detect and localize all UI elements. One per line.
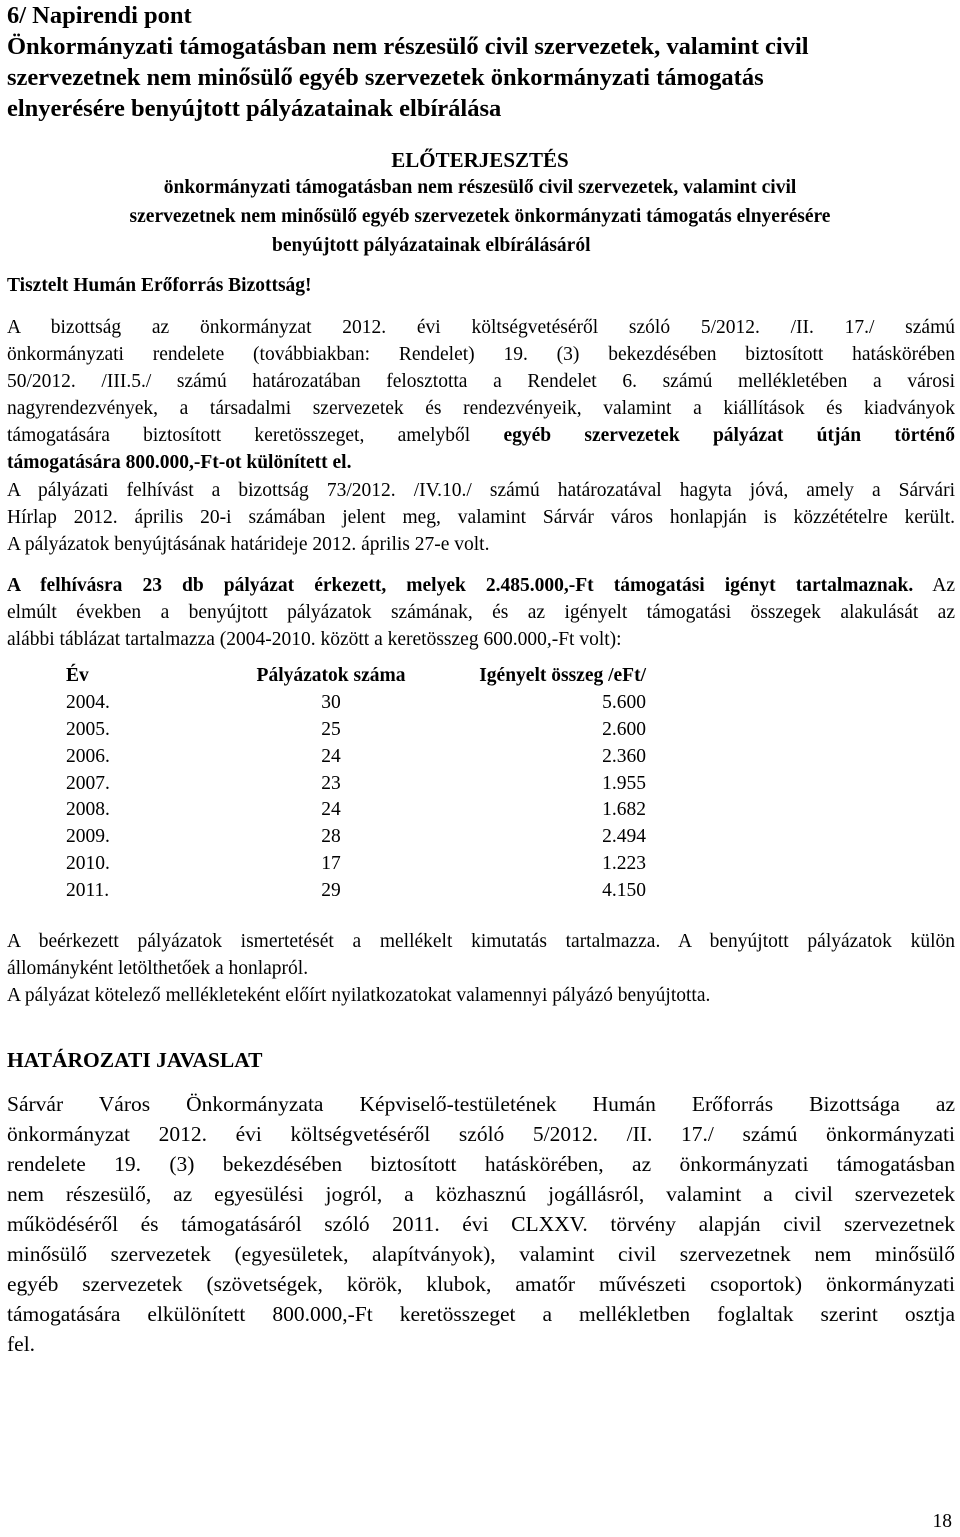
- paragraph-line: A pályázat kötelező mellékleteként előírt nyilatkozatokat valamennyi pályázó benyújtotta.: [7, 985, 711, 1006]
- table-cell-count: 23: [321, 772, 341, 794]
- proposal-title: ELŐTERJESZTÉS: [391, 148, 569, 172]
- table-header-count: Pályázatok száma: [256, 665, 406, 687]
- resolution-line: egyéb szervezetek (szövetségek, körök, klubok, amatőr művészeti csoportok) önkormányzati: [7, 1272, 955, 1296]
- table-row: [66, 851, 646, 878]
- table-cell-year: 2010.: [66, 852, 110, 874]
- table-header-year: Év: [66, 665, 89, 687]
- resolution-line: működéséről és támogatásáról szóló 2011. évi CLXXV. törvény alapján civil szervezetnek: [7, 1212, 955, 1236]
- table-cell-count: 29: [321, 879, 341, 901]
- paragraph-line: alábbi táblázat tartalmazza (2004-2010. között a keretösszeg 600.000,-Ft volt):: [7, 629, 622, 650]
- table-header-amount: Igényelt összeg /eFt/: [479, 665, 646, 687]
- table-cell-count: 24: [321, 799, 341, 821]
- proposal-subtitle-line: önkormányzati támogatásban nem részesülő civil szervezetek, valamint civil: [163, 177, 797, 198]
- table-row: [66, 717, 646, 744]
- paragraph-line: állományként letölthetőek a honlapról.: [7, 958, 309, 979]
- table-cell-year: 2006.: [66, 745, 110, 767]
- resolution-line: támogatására elkülönített 800.000,-Ft keretösszeget a mellékletben foglaltak szerint osztja: [7, 1302, 955, 1326]
- table-row: [66, 824, 646, 851]
- resolution-line: Sárvár Város Önkormányzata Képviselő-testületének Humán Erőforrás Bizottsága az: [7, 1092, 955, 1116]
- table-cell-amount: 1.682: [602, 799, 646, 821]
- table-cell-year: 2011.: [66, 879, 110, 901]
- table-cell-year: 2008.: [66, 799, 110, 821]
- table-header-row: [66, 663, 646, 690]
- paragraph-line: A pályázati felhívást a bizottság 73/2012. /IV.10./ számú határozatával hagyta jóvá, amely a Sárvári: [7, 480, 955, 501]
- table-cell-count: 25: [321, 718, 341, 740]
- table-row: [66, 877, 646, 904]
- table-cell-count: 17: [321, 852, 341, 874]
- agenda-item-number: 6/ Napirendi pont: [7, 2, 192, 29]
- table-row: [66, 743, 646, 770]
- resolution-line: önkormányzat 2012. évi költségvetéséről szóló 5/2012. /II. 17./ számú önkormányzati: [7, 1122, 955, 1146]
- paragraph-line: A pályázatok benyújtásának határideje 2012. április 27-e volt.: [7, 534, 490, 555]
- paragraph-line: A bizottság az önkormányzat 2012. évi költségvetéséről szóló 5/2012. /II. 17./ számú: [7, 317, 955, 338]
- resolution-line: fel.: [7, 1332, 36, 1356]
- paragraph-text: támogatására biztosított keretösszeget, amelyből: [7, 425, 471, 446]
- table-row: [66, 770, 646, 797]
- table-cell-amount: 5.600: [602, 692, 646, 714]
- resolution-line: rendelete 19. (3) bekezdésében biztosított hatáskörében, az önkormányzati támogatásban: [7, 1152, 955, 1176]
- paragraph-text: Az: [932, 575, 955, 596]
- table-cell-count: 24: [321, 745, 341, 767]
- paragraph-line: Hírlap 2012. április 20-i számában jelent meg, valamint Sárvár város honlapján is közzétételre került.: [7, 507, 955, 528]
- resolution-line: nem részesülő, az egyesülési jogról, a közhasznú jogállásról, valamint a civil szervezetek: [7, 1182, 955, 1206]
- table-cell-year: 2005.: [66, 718, 110, 740]
- paragraph-line: A beérkezett pályázatok ismertetését a mellékelt kimutatás tartalmazza. A benyújtott pályázatok külön: [7, 931, 955, 952]
- table-cell-year: 2009.: [66, 826, 110, 848]
- table-cell-year: 2004.: [66, 692, 110, 714]
- paragraph-line: [7, 575, 955, 597]
- resolution-proposal-title: HATÁROZATI JAVASLAT: [7, 1048, 263, 1072]
- table-cell-amount: 2.360: [602, 745, 646, 767]
- agenda-title-line: elnyerésére benyújtott pályázatainak elbírálása: [7, 95, 502, 122]
- page-number: 18: [932, 1511, 952, 1532]
- paragraph-line: elmúlt években a benyújtott pályázatok számának, és az igényelt támogatási összegek alakulását az: [7, 602, 955, 623]
- salutation: Tisztelt Humán Erőforrás Bizottság!: [7, 275, 312, 296]
- paragraph-line: [7, 425, 955, 447]
- table-cell-year: 2007.: [66, 772, 110, 794]
- agenda-title-line: Önkormányzati támogatásban nem részesülő civil szervezetek, valamint civil: [7, 33, 809, 60]
- table-cell-amount: 4.150: [602, 879, 646, 901]
- table-cell-count: 28: [321, 826, 341, 848]
- table-row: [66, 690, 646, 717]
- table-row: [66, 797, 646, 824]
- paragraph-bold-text: egyéb szervezetek pályázat útján történő: [503, 425, 955, 446]
- table-cell-amount: 1.223: [602, 852, 646, 874]
- resolution-line: minősülő szervezetek (egyesületek, alapítványok), valamint civil szervezetnek nem minősülő: [7, 1242, 955, 1266]
- table-cell-count: 30: [321, 692, 341, 714]
- paragraph-line-bold: támogatására 800.000,-Ft-ot különített el.: [7, 452, 352, 473]
- agenda-title-line: szervezetnek nem minősülő egyéb szervezetek önkormányzati támogatás: [7, 64, 764, 91]
- proposal-subtitle-line: benyújtott pályázatainak elbírálásáról: [272, 235, 591, 256]
- applications-table: [66, 663, 646, 904]
- paragraph-line: önkormányzati rendelete (továbbiakban: Rendelet) 19. (3) bekezdésében biztosított hatáskörében: [7, 344, 955, 365]
- table-cell-amount: 1.955: [602, 772, 646, 794]
- paragraph-bold-text: A felhívásra 23 db pályázat érkezett, melyek 2.485.000,-Ft támogatási igényt tartalmaznak.: [7, 575, 914, 596]
- table-cell-amount: 2.494: [602, 826, 646, 848]
- table-cell-amount: 2.600: [602, 718, 646, 740]
- proposal-subtitle-line: szervezetnek nem minősülő egyéb szervezetek önkormányzati támogatás elnyerésére: [129, 206, 831, 227]
- paragraph-line: 50/2012. /III.5./ számú határozatában felosztotta a Rendelet 6. számú mellékletében a városi: [7, 371, 955, 392]
- paragraph-line: nagyrendezvények, a társadalmi szervezetek és rendezvényeik, valamint a kiállítások és kiadványok: [7, 398, 955, 419]
